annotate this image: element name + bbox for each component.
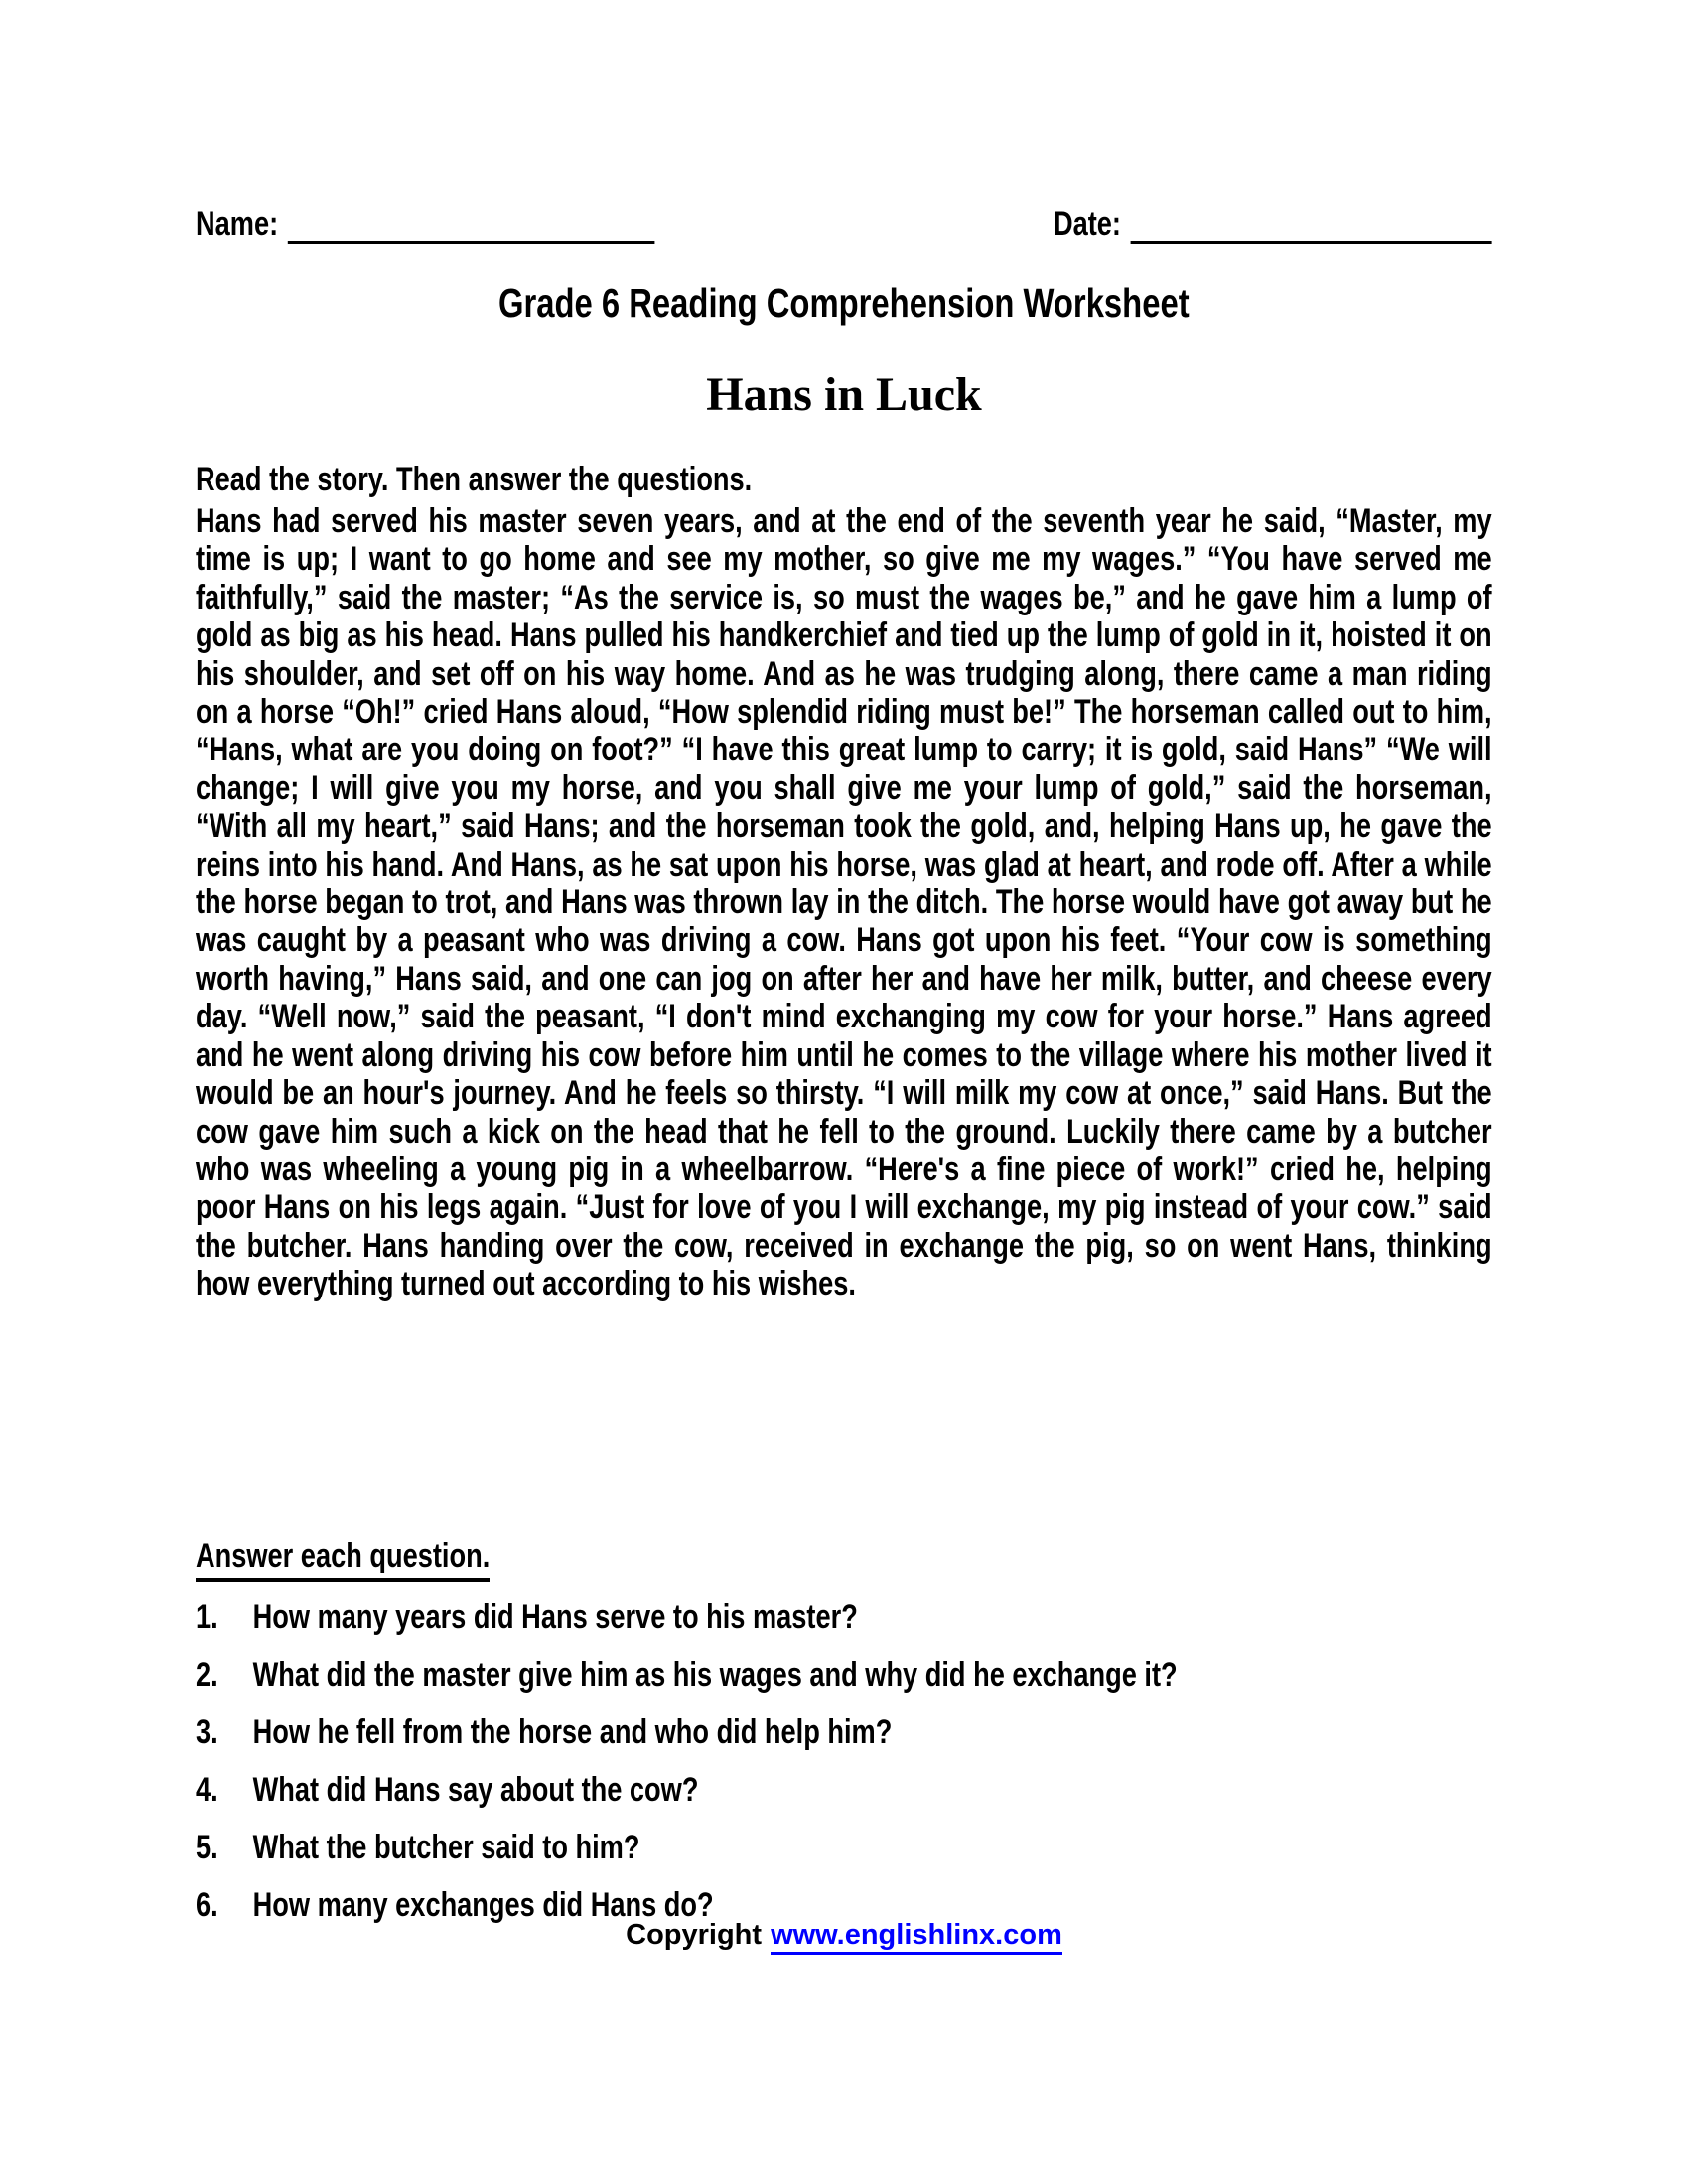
copyright-label: Copyright bbox=[626, 1919, 763, 1951]
questions-header-row bbox=[196, 1537, 1492, 1582]
question-item bbox=[196, 1771, 1492, 1810]
page-content bbox=[196, 0, 1492, 2184]
footer bbox=[196, 1918, 1492, 1952]
question-number: 2. bbox=[196, 1656, 218, 1694]
question-text: What did the master give him as his wages and why did he exchange it? bbox=[252, 1656, 1178, 1694]
question-item bbox=[196, 1713, 1492, 1752]
name-date-row bbox=[196, 205, 1492, 244]
date-field bbox=[1054, 205, 1492, 244]
question-text: How many years did Hans serve to his master? bbox=[252, 1598, 858, 1636]
questions-header: Answer each question. bbox=[196, 1537, 490, 1582]
questions-list bbox=[196, 1598, 1492, 1944]
question-item bbox=[196, 1598, 1492, 1637]
name-field bbox=[196, 205, 654, 244]
question-number: 4. bbox=[196, 1771, 218, 1809]
question-number: 1. bbox=[196, 1598, 218, 1636]
question-item bbox=[196, 1656, 1492, 1695]
instructions-line: Read the story. Then answer the questions. bbox=[196, 461, 753, 498]
question-text: How he fell from the horse and who did help him? bbox=[252, 1713, 893, 1751]
worksheet-title: Grade 6 Reading Comprehension Worksheet bbox=[497, 280, 1190, 326]
question-text: How many exchanges did Hans do? bbox=[252, 1886, 714, 1924]
name-blank-line[interactable] bbox=[288, 241, 655, 244]
story-title: Hans in Luck bbox=[706, 368, 982, 421]
name-label: Name: bbox=[196, 205, 279, 243]
question-text: What the butcher said to him? bbox=[252, 1829, 640, 1866]
story-paragraph: Hans had served his master seven years, and at the end of the seventh year he said, “Master, my time is up; I want to go home and see my mother, so give me my wages.” “You have served me faithfully,” said the master; “As the service is, so must the wages be,” and he gave him a lump of gold as big as his head. Hans pulled his handkerchief and tied up the lump of gold in it, hoisted it on his shoulder, and set off on his way home. And as he was trudging along, there came a man riding on a horse “Oh!” cried Hans aloud, “How splendid riding must be!” The horseman called out to him, “Hans, what are you doing on foot?” “I have this great lump to carry; it is gold, said Hans” “We will change; I will give you my horse, and you shall give me your lump of gold,” said the horseman, “With all my heart,” said Hans; and the horseman took the gold, and, helping Hans up, he gave the reins into his hand. And Hans, as he sat upon his horse, was glad at heart, and rode off. After a while the horse began to trot, and Hans was thrown lay in the ditch. The horse would have got away but he was caught by a peasant who was driving a cow. Hans got upon his feet. “Your cow is something worth having,” Hans said, and one can jog on after her and have her milk, butter, and cheese every day. “Well now,” said the peasant, “I don't mind exchanging my cow for your horse.” Hans agreed and he went along driving his cow before him until he comes to the village where his mother lived it would be an hour's journey. And he feels so thirsty. “I will milk my cow at once,” said Hans. But the cow gave him such a kick on the head that he fell to the ground. Luckily there came by a butcher who was wheeling a young pig in a wheelbarrow. “Here's a fine piece of work!” cried he, helping poor Hans on his legs again. “Just for love of you I will exchange, my pig instead of your cow.” said the butcher. Hans handing over the cow, received in exchange the pig, so on went Hans, thinking how everything turned out according to his wishes. bbox=[196, 502, 1492, 1303]
question-number: 5. bbox=[196, 1829, 218, 1866]
date-label: Date: bbox=[1053, 205, 1121, 243]
copyright-link[interactable]: www.englishlinx.com bbox=[771, 1919, 1062, 1955]
question-number: 3. bbox=[196, 1713, 218, 1751]
question-item bbox=[196, 1829, 1492, 1867]
date-blank-line[interactable] bbox=[1131, 241, 1492, 244]
question-number: 6. bbox=[196, 1886, 218, 1924]
question-text: What did Hans say about the cow? bbox=[252, 1771, 699, 1809]
